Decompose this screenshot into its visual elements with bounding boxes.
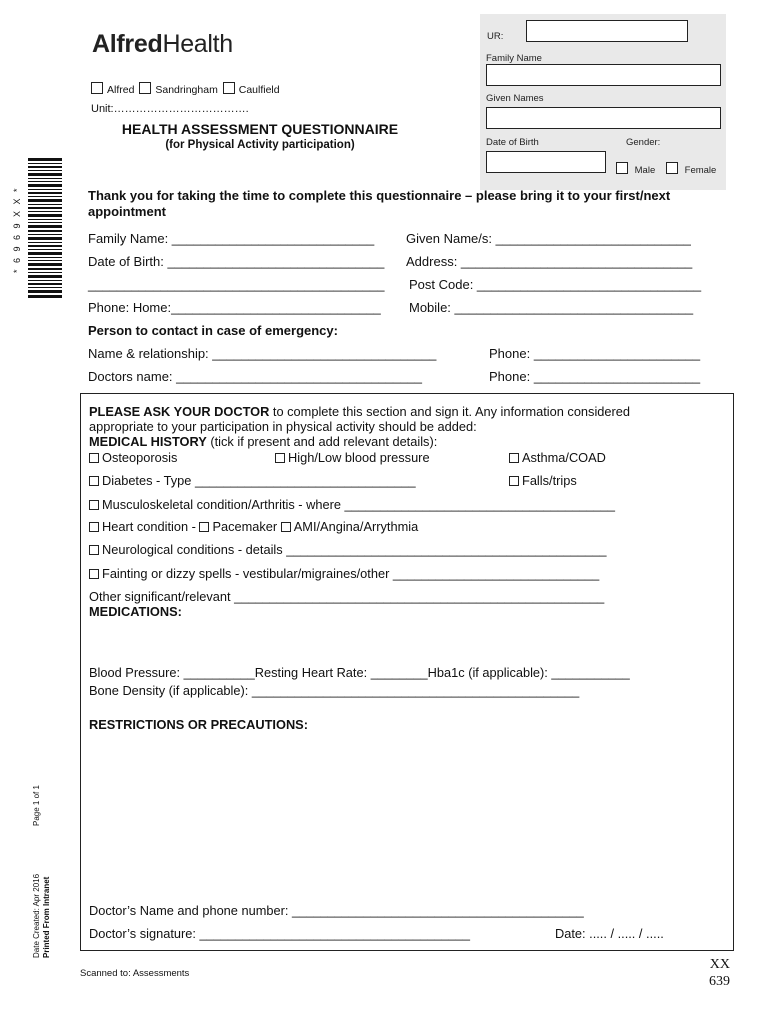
heart-condition-option <box>89 519 418 534</box>
diabetes-option <box>89 473 416 488</box>
neurological-checkbox[interactable] <box>89 545 99 555</box>
dob-line[interactable]: Date of Birth: ______________________________ <box>88 254 385 269</box>
ur-field[interactable] <box>526 20 688 42</box>
mobile-line[interactable]: Mobile: _________________________________ <box>409 300 694 315</box>
doctor-intro-rest: to complete this section and sign it. Any information considered <box>269 404 631 419</box>
falls-label: Falls/trips <box>522 473 577 488</box>
bone-density-line[interactable]: Bone Density (if applicable): ______________________________________________ <box>89 683 580 698</box>
doctors-phone-line[interactable]: Phone: _______________________ <box>489 369 701 384</box>
gender-label: Gender: <box>626 137 661 148</box>
doctor-intro-bold: PLEASE ASK YOUR DOCTOR <box>89 404 270 419</box>
heart-condition-label: Heart condition - <box>102 519 200 534</box>
medical-history-heading <box>89 434 437 449</box>
male-checkbox[interactable] <box>616 162 628 174</box>
musculoskeletal-option <box>89 497 615 512</box>
osteoporosis-label: Osteoporosis <box>102 450 178 465</box>
asthma-label: Asthma/COAD <box>522 450 606 465</box>
heart-condition-checkbox[interactable] <box>89 522 99 532</box>
caulfield-checkbox[interactable] <box>223 82 235 94</box>
dob-field[interactable] <box>486 151 606 173</box>
ami-checkbox[interactable] <box>281 522 291 532</box>
form-code-line2: 639 <box>709 974 730 989</box>
printed-from-intranet: Printed From Intranet <box>42 876 51 958</box>
unit-field[interactable]: Unit:………………………………. <box>91 103 249 115</box>
musculoskeletal-label[interactable]: Musculoskeletal condition/Arthritis - where ______________________________________ <box>102 497 615 512</box>
medications-heading: MEDICATIONS: <box>89 604 182 619</box>
vitals-line[interactable]: Blood Pressure: __________Resting Heart Rate: ________Hba1c (if applicable): ___________ <box>89 665 630 680</box>
date-created: Date Created: Apr 2016 <box>32 873 41 958</box>
address-line[interactable]: Address: ________________________________ <box>406 254 693 269</box>
female-option <box>666 162 716 176</box>
medical-history-rest: (tick if present and add relevant details): <box>206 434 438 449</box>
alfred-health-logo <box>92 30 233 59</box>
site-alfred-label: Alfred <box>107 84 135 96</box>
emergency-phone-line[interactable]: Phone: _______________________ <box>489 346 701 361</box>
doctor-name-phone-line[interactable]: Doctor’s Name and phone number: _________________________________________ <box>89 903 584 918</box>
other-line[interactable]: Other significant/relevant ____________________________________________________ <box>89 589 605 604</box>
fainting-label[interactable]: Fainting or dizzy spells - vestibular/migraines/other _____________________________ <box>102 566 600 581</box>
given-names-field[interactable] <box>486 107 721 129</box>
patient-label-panel <box>480 14 726 190</box>
form-subtitle: (for Physical Activity participation) <box>165 139 355 151</box>
osteoporosis-option <box>89 450 177 465</box>
family-name-line[interactable]: Family Name: ____________________________ <box>88 231 375 246</box>
phone-home-line[interactable]: Phone: Home:_____________________________ <box>88 300 381 315</box>
asthma-option <box>509 450 606 465</box>
barcode-text: * 6 9 6 9 X X * <box>12 186 22 274</box>
medical-history-bold: MEDICAL HISTORY <box>89 434 207 449</box>
alfred-checkbox[interactable] <box>91 82 103 94</box>
logo-bold-text: Alfred <box>92 30 163 58</box>
ami-label: AMI/Angina/Arrythmia <box>293 519 419 534</box>
family-name-label: Family Name <box>486 53 542 64</box>
site-options <box>91 82 282 96</box>
post-code-line[interactable]: Post Code: _______________________________ <box>409 277 702 292</box>
female-label: Female <box>684 165 717 176</box>
musculoskeletal-checkbox[interactable] <box>89 500 99 510</box>
emergency-heading: Person to contact in case of emergency: <box>88 323 338 338</box>
family-name-field[interactable] <box>486 64 721 86</box>
pacemaker-checkbox[interactable] <box>199 522 209 532</box>
neurological-option <box>89 542 607 557</box>
falls-option <box>509 473 577 488</box>
form-title: HEALTH ASSESSMENT QUESTIONNAIRE <box>121 121 399 137</box>
doctor-date-line[interactable]: Date: ..... / ..... / ..... <box>555 926 664 941</box>
page-number: Page 1 of 1 <box>32 785 41 826</box>
scanned-to-text: Scanned to: Assessments <box>80 968 190 979</box>
dob-label: Date of Birth <box>486 137 539 148</box>
site-sandringham-label: Sandringham <box>155 84 218 96</box>
blood-pressure-label: High/Low blood pressure <box>288 450 430 465</box>
doctor-intro-line2: appropriate to your participation in physical activity should be added: <box>89 419 477 434</box>
doctor-signature-line[interactable]: Doctor’s signature: ______________________________________ <box>89 926 470 941</box>
address-line-2[interactable]: _________________________________________ <box>88 277 385 292</box>
doctors-name-line[interactable]: Doctors name: __________________________________ <box>88 369 422 384</box>
form-code-line1: XX <box>709 957 730 972</box>
logo-light-text: Health <box>162 30 233 58</box>
form-code <box>690 956 730 990</box>
male-option <box>616 162 655 176</box>
diabetes-label[interactable]: Diabetes - Type _______________________________ <box>102 473 416 488</box>
pacemaker-label: Pacemaker <box>212 519 278 534</box>
site-caulfield-label: Caulfield <box>238 84 280 96</box>
diabetes-checkbox[interactable] <box>89 476 99 486</box>
emergency-name-line[interactable]: Name & relationship: _______________________________ <box>88 346 437 361</box>
asthma-checkbox[interactable] <box>509 453 519 463</box>
doctor-intro-line1 <box>89 404 630 419</box>
osteoporosis-checkbox[interactable] <box>89 453 99 463</box>
neurological-label[interactable]: Neurological conditions - details _____________________________________________ <box>102 542 607 557</box>
given-names-line[interactable]: Given Name/s: ___________________________ <box>406 231 691 246</box>
fainting-checkbox[interactable] <box>89 569 99 579</box>
female-checkbox[interactable] <box>666 162 678 174</box>
blood-pressure-checkbox[interactable] <box>275 453 285 463</box>
restrictions-heading: RESTRICTIONS OR PRECAUTIONS: <box>89 717 308 732</box>
blood-pressure-option <box>275 450 430 465</box>
male-label: Male <box>634 165 656 176</box>
ur-label: UR: <box>487 31 504 42</box>
intro-text: Thank you for taking the time to complete this questionnaire – please bring it to your first/next appointment <box>88 188 671 219</box>
falls-checkbox[interactable] <box>509 476 519 486</box>
sandringham-checkbox[interactable] <box>139 82 151 94</box>
barcode-image <box>28 158 62 298</box>
fainting-option <box>89 566 599 581</box>
given-names-label: Given Names <box>486 93 544 104</box>
